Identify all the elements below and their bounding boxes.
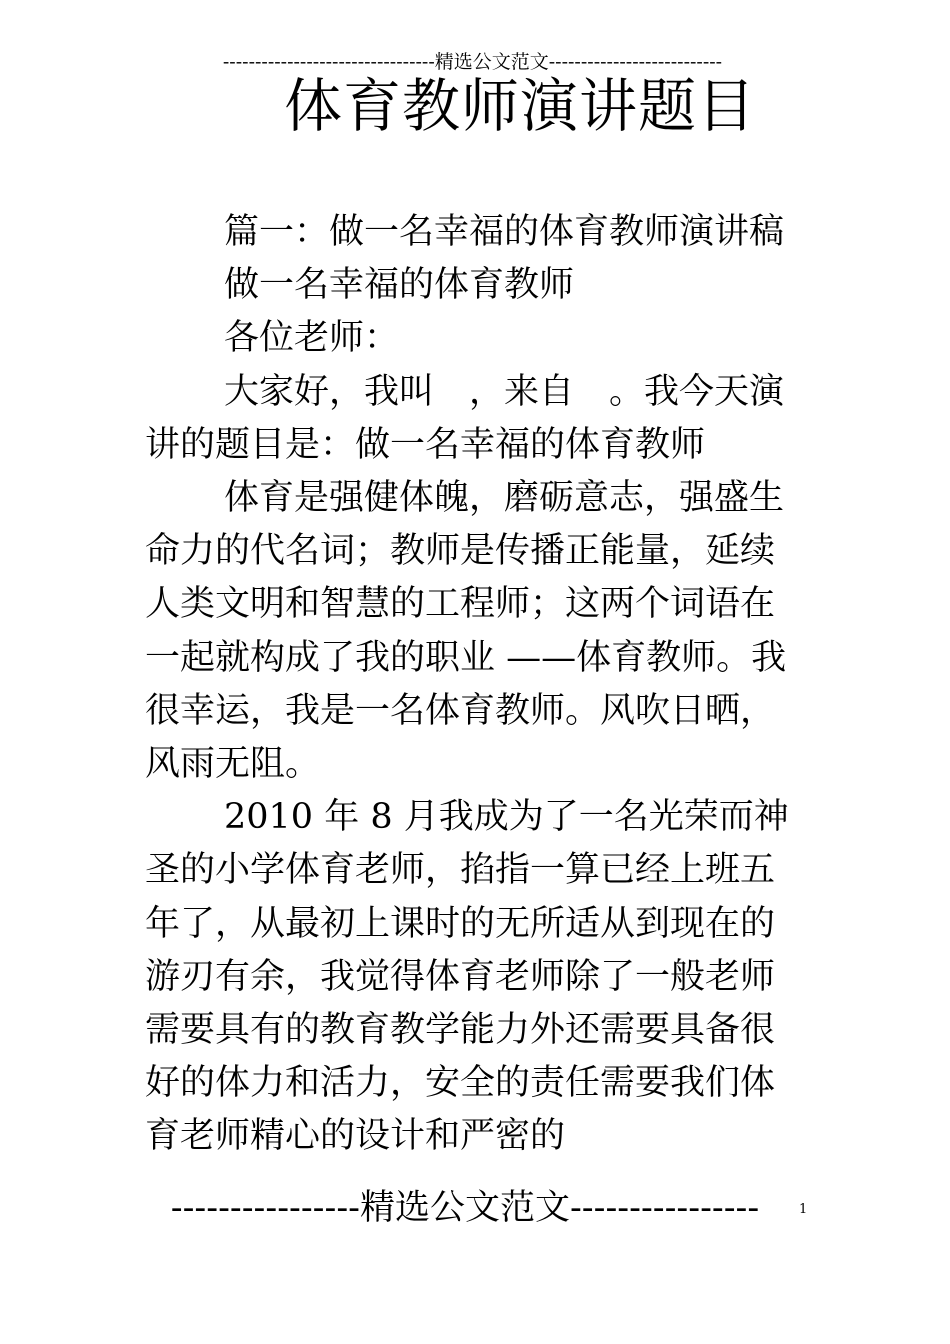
paragraph-career: 2010 年 8 月我成为了一名光荣而神圣的小学体育老师，掐指一算已经上班五年了，从最初上课时的无所适从到现在的游刃有余，我觉得体育老师除了一般老师需要具有的教育教学能力外还需要具备很好的体力和活力，安全的责任需要我们体育老师精心的设计和严密的 <box>145 797 789 1157</box>
paragraph-greeting: 大家好，我叫 ，来自 。我今天演讲的题目是：做一名幸福的体育教师 <box>145 371 785 465</box>
section-heading: 篇一：做一名幸福的体育教师演讲稿 <box>224 212 785 252</box>
page-number: 1 <box>799 1202 808 1217</box>
paragraph-intro: 体育是强健体魄，磨砺意志，强盛生命力的代名词；教师是传播正能量，延续人类文明和智慧的工程师；这两个词语在一起就构成了我的职业 ——体育教师。我很幸运，我是一名体育教师。风吹日晒，风雨无阻。 <box>145 478 787 785</box>
salutation: 各位老师： <box>224 318 400 359</box>
page-header: ---------------------------------精选公文范文--------------------------- <box>222 51 723 73</box>
document-title: 体育教师演讲题目 <box>283 72 756 140</box>
speech-title: 做一名幸福的体育教师 <box>224 265 575 306</box>
document-body <box>145 206 805 1164</box>
page-footer: ----------------精选公文范文---------------- <box>170 1188 760 1228</box>
